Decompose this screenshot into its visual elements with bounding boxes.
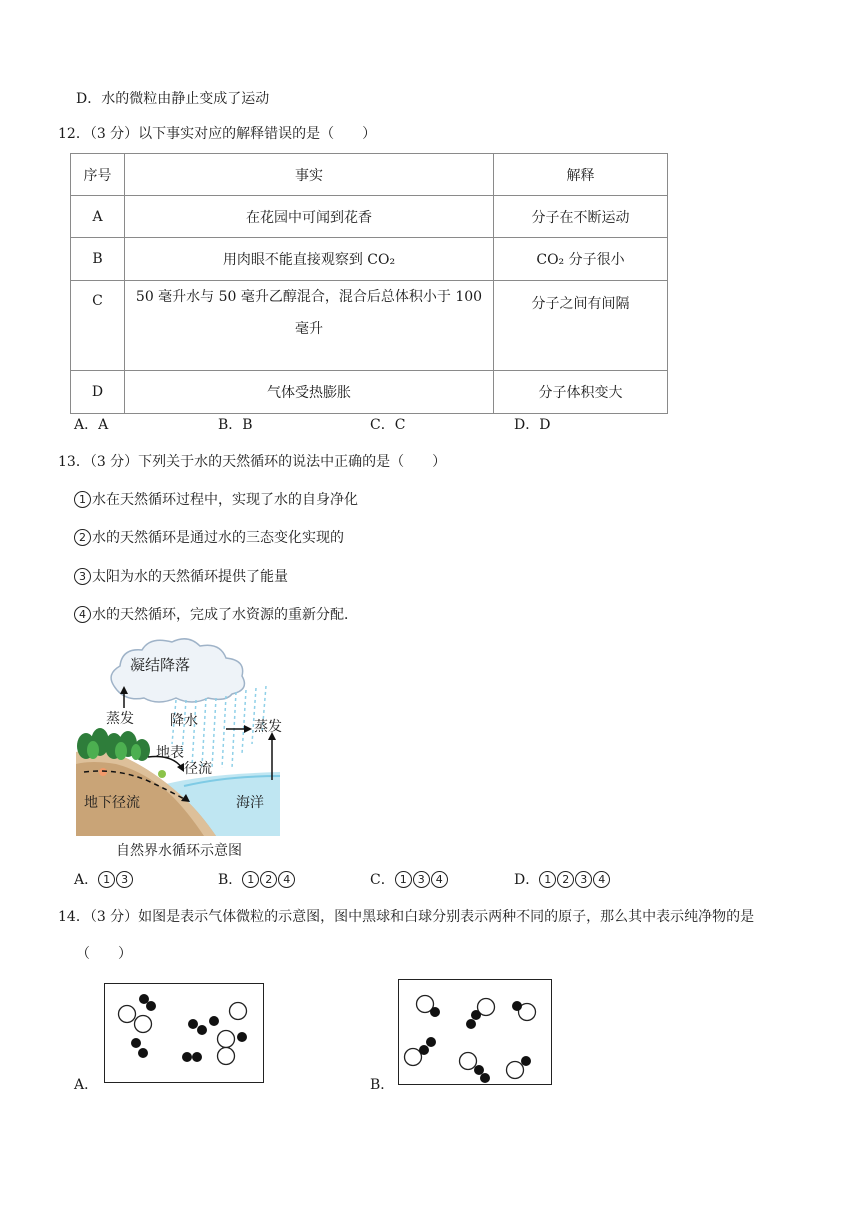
header-explanation: 解释: [494, 154, 668, 196]
option-letter: C．: [370, 872, 395, 888]
row-explanation: 分子在不断运动: [494, 196, 668, 238]
circled-number: 4: [74, 606, 91, 623]
label-evaporation-left: 蒸发: [106, 711, 134, 727]
diagram-caption: 自然界水循环示意图: [116, 843, 242, 859]
header-fact: 事实: [125, 154, 494, 196]
q13-option-b: [218, 869, 296, 889]
q12-option-c: C．C: [370, 417, 406, 433]
q13-statement-1: [74, 489, 358, 509]
table-row: [71, 371, 668, 414]
q13-option-d: [514, 869, 611, 889]
circled-number: 1: [98, 871, 115, 888]
q13-stem: 13．（3 分）下列关于水的天然循环的说法中正确的是（ ）: [58, 454, 447, 470]
row-explanation: 分子之间有间隔: [494, 281, 668, 371]
circled-number: 3: [116, 871, 133, 888]
statement-text: 水的天然循环是通过水的三态变化实现的: [92, 530, 344, 546]
label-condensation: 凝结降落: [130, 656, 191, 674]
water-cycle-diagram: [76, 634, 280, 862]
q12-fact-table: [70, 153, 668, 414]
option-letter: A．: [74, 872, 99, 888]
circled-number: 4: [593, 871, 610, 888]
particle-diagram-a: [105, 984, 263, 1082]
q13-option-c: [370, 869, 449, 889]
circled-number: 3: [575, 871, 592, 888]
table-row: [71, 196, 668, 238]
q12-stem: 12．（3 分）以下事实对应的解释错误的是（ ）: [58, 126, 377, 142]
q12-option-a: A．A: [74, 417, 109, 433]
label-precipitation: 降水: [170, 713, 198, 729]
row-fact: 50 毫升水与 50 毫升乙醇混合，混合后总体积小于 100 毫升: [125, 281, 494, 371]
row-fact: 用肉眼不能直接观察到 CO₂: [125, 238, 494, 281]
row-fact: 气体受热膨胀: [125, 371, 494, 414]
label-surface: 地表: [156, 745, 184, 761]
row-explanation: CO₂ 分子很小: [494, 238, 668, 281]
row-index: C: [71, 281, 125, 371]
q13-statement-3: [74, 566, 288, 586]
circled-number: 1: [395, 871, 412, 888]
circled-number: 4: [278, 871, 295, 888]
q14-option-b-label: B．: [370, 1077, 395, 1093]
table-row: [71, 281, 668, 371]
circled-number: 2: [74, 529, 91, 546]
circled-number: 3: [74, 568, 91, 585]
statement-text: 水的天然循环，完成了水资源的重新分配．: [92, 607, 358, 623]
q13-statement-2: [74, 527, 344, 547]
option-letter: D．: [514, 872, 540, 888]
option-letter: B．: [218, 872, 243, 888]
circled-number: 1: [242, 871, 259, 888]
label-ocean: 海洋: [236, 795, 264, 811]
statement-text: 水在天然循环过程中，实现了水的自身净化: [92, 492, 358, 508]
statement-text: 太阳为水的天然循环提供了能量: [92, 569, 288, 585]
q14-option-b-figure: [398, 979, 552, 1085]
row-index: B: [71, 238, 125, 281]
row-explanation: 分子体积变大: [494, 371, 668, 414]
label-runoff: 径流: [184, 761, 212, 777]
row-fact: 在花园中可闻到花香: [125, 196, 494, 238]
q14-answer-paren: （ ）: [76, 946, 132, 962]
circled-number: 1: [539, 871, 556, 888]
q14-option-a-label: A．: [74, 1077, 99, 1093]
row-index: A: [71, 196, 125, 238]
circled-number: 3: [413, 871, 430, 888]
table-header-row: [71, 154, 668, 196]
circled-number: 1: [74, 491, 91, 508]
q12-option-b: B．B: [218, 417, 253, 433]
q13-statement-4: [74, 604, 358, 624]
q14-stem: 14．（3 分）如图是表示气体微粒的示意图，图中黑球和白球分别表示两种不同的原子，那么其中表示纯净物的是: [58, 909, 755, 925]
row-index: D: [71, 371, 125, 414]
label-groundwater: 地下径流: [84, 795, 140, 811]
label-evaporation-right: 蒸发: [254, 719, 282, 735]
circled-number: 4: [431, 871, 448, 888]
circled-number: 2: [260, 871, 277, 888]
q11-option-d: D．水的微粒由静止变成了运动: [76, 91, 270, 107]
q13-option-a: [74, 869, 134, 889]
q12-option-d: D．D: [514, 417, 551, 433]
q14-option-a-figure: [104, 983, 264, 1083]
circled-number: 2: [557, 871, 574, 888]
particle-diagram-b: [399, 980, 551, 1084]
table-row: [71, 238, 668, 281]
header-index: 序号: [71, 154, 125, 196]
